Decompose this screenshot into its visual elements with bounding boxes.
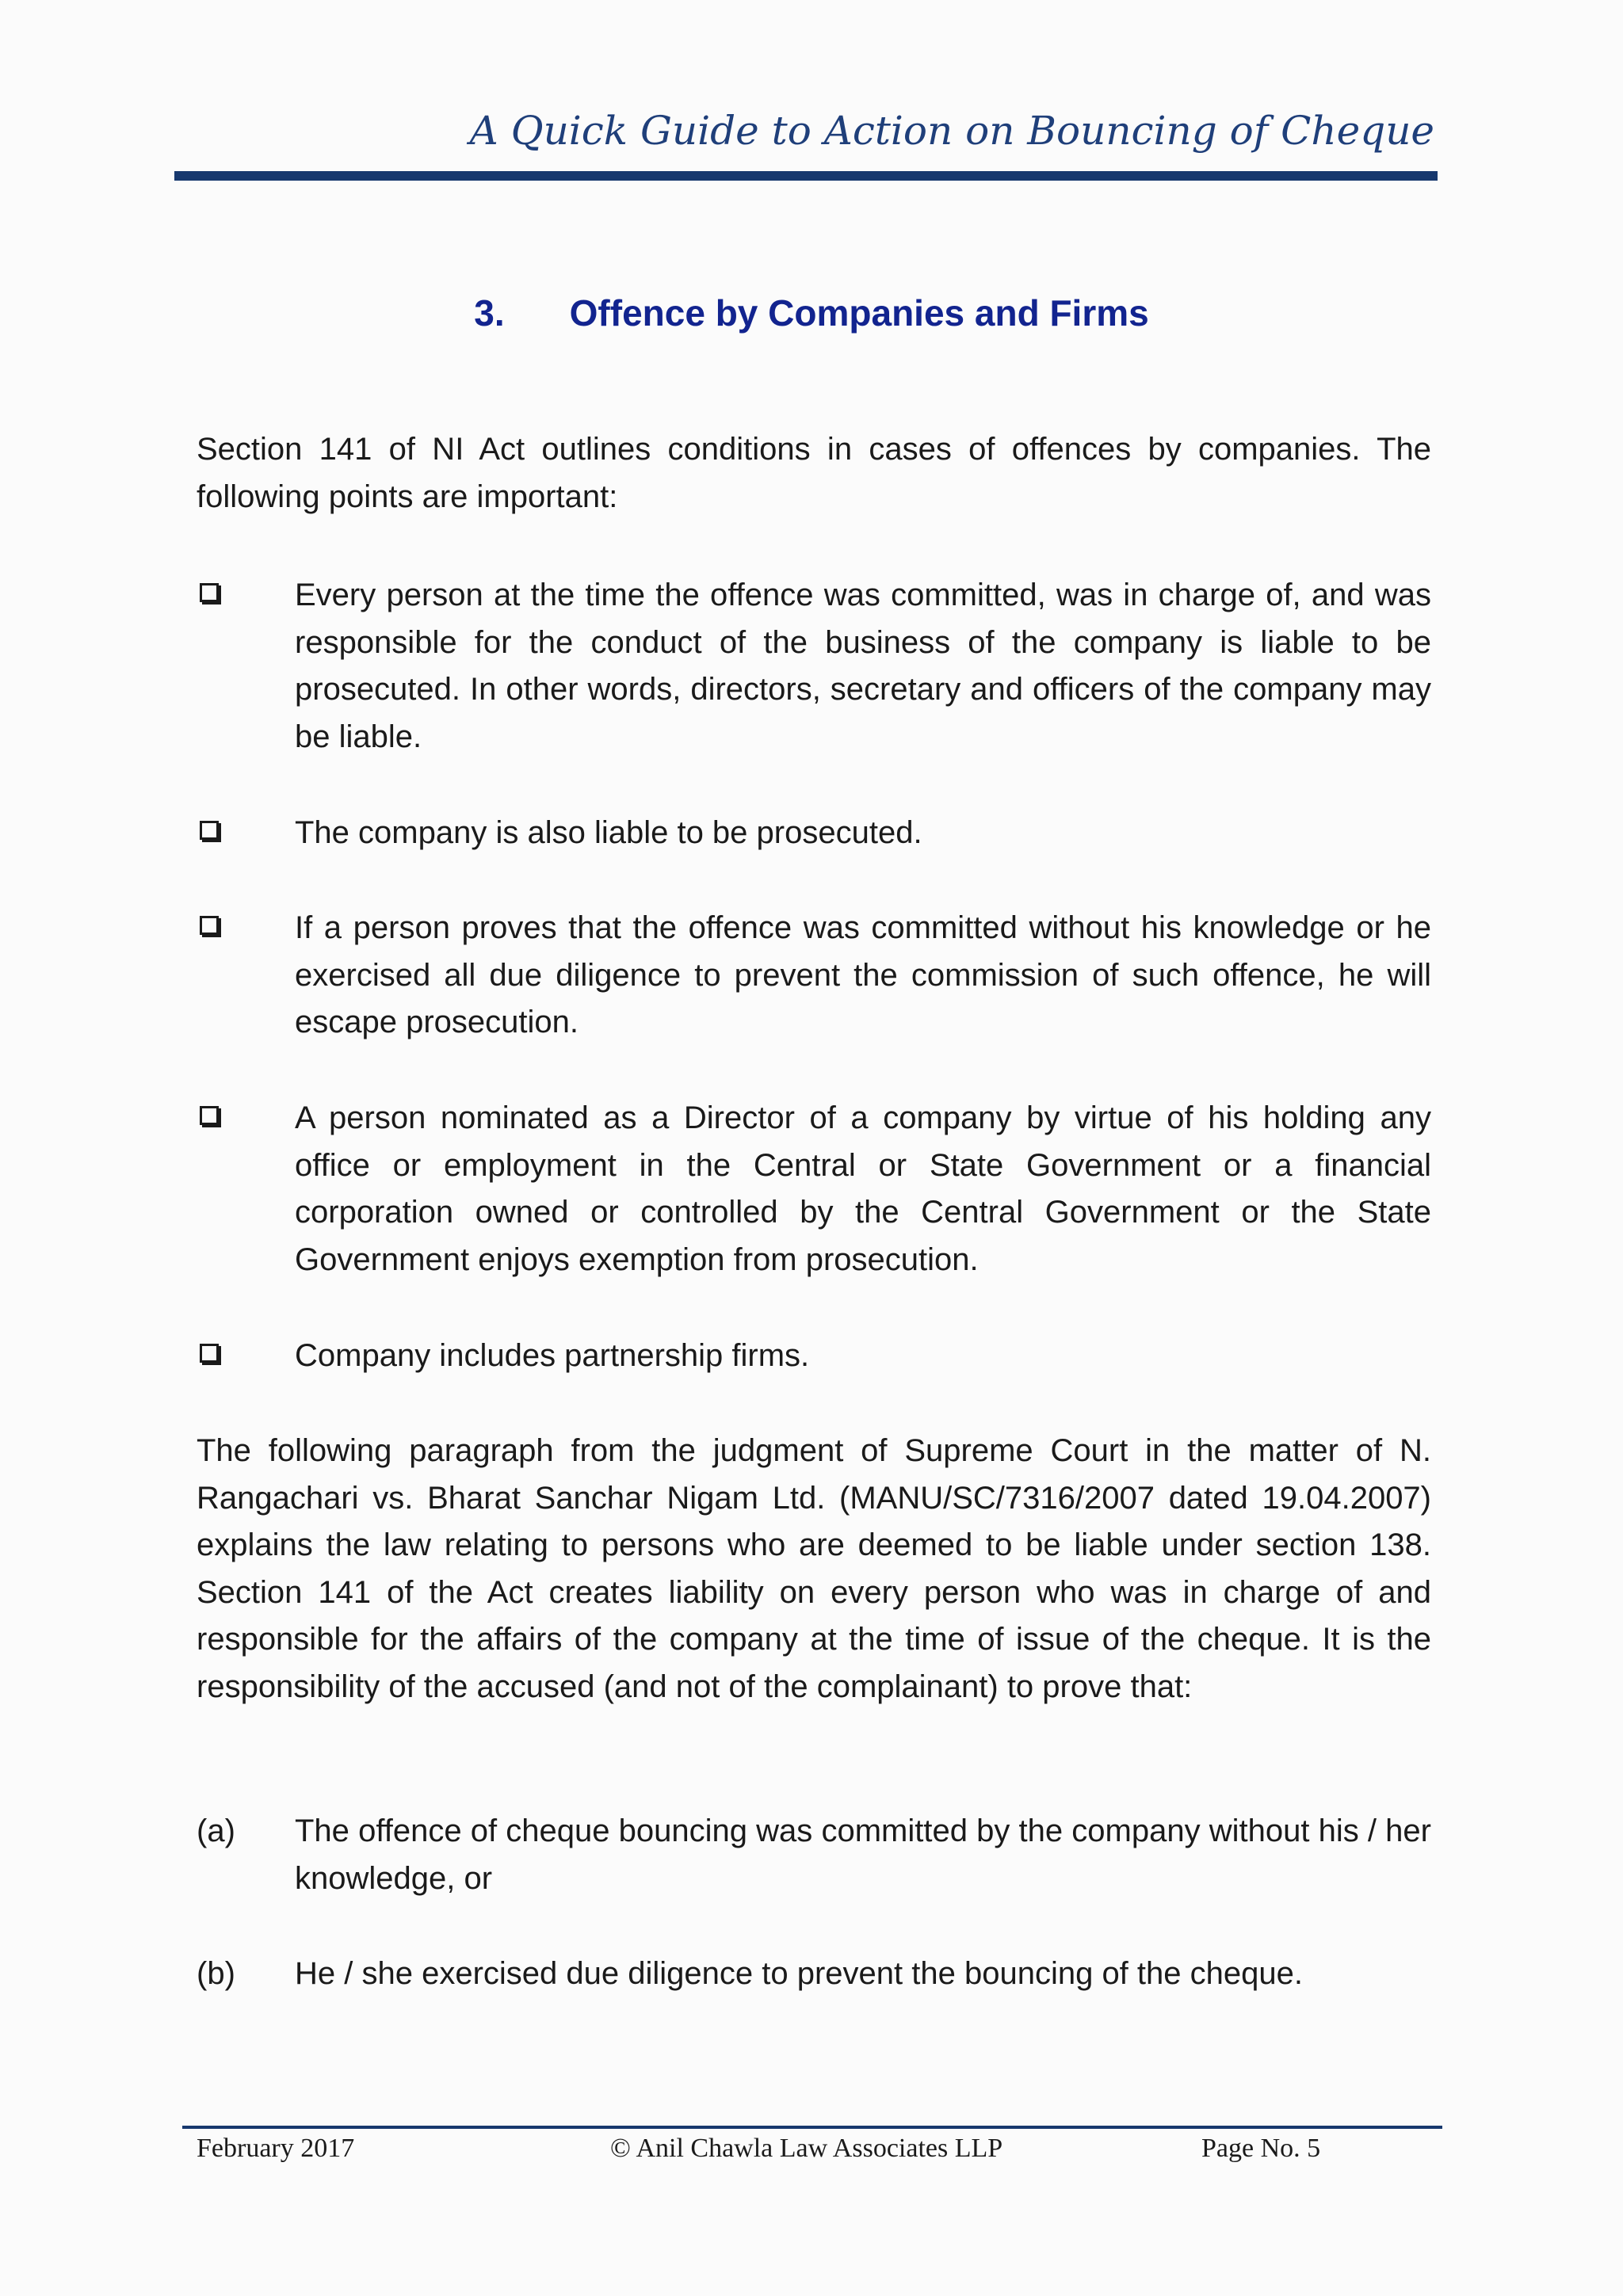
section-number: 3. <box>474 292 505 334</box>
checkbox-bullet-icon <box>200 583 219 602</box>
header-rule <box>174 171 1438 181</box>
checkbox-bullet-icon <box>200 1344 219 1363</box>
item-label: (b) <box>197 1956 235 1991</box>
intro-paragraph: Section 141 of NI Act outlines conditions in cases of offences by companies. The following points are important: <box>197 432 1431 514</box>
list-item-text: The company is also liable to be prosecuted. <box>295 815 922 850</box>
judgment-paragraph: The following paragraph from the judgment of Supreme Court in the matter of N. Rangachari vs. Bharat Sanchar Nigam Ltd. (MANU/SC/7316/2007 dated 19.04.2007) explains the law relating to persons who are deemed to be liable under section 138. Section 141 of the Act creates liability on every person who was in charge of and responsible for the affairs of the company at the time of issue of the cheque. It is the responsibility of the accused (and not of the complainant) to prove that: <box>197 1433 1431 1704</box>
footer-copyright: © Anil Chawla Law Associates LLP <box>610 2134 1003 2163</box>
item-label: (a) <box>197 1814 235 1848</box>
list-item-text: Company includes partnership firms. <box>295 1338 810 1373</box>
list-item-text: A person nominated as a Director of a company by virtue of his holding any office or employment in the Central or State Government or a financial corporation owned or controlled by the Central Government or the State Government enjoys exemption from prosecution. <box>295 1100 1431 1277</box>
section-title: Offence by Companies and Firms <box>569 292 1149 334</box>
footer-rule <box>182 2126 1442 2129</box>
item-text: The offence of cheque bouncing was committed by the company without his / her knowledge, or <box>295 1814 1431 1896</box>
checkbox-bullet-icon <box>200 916 219 935</box>
list-item-text: If a person proves that the offence was committed without his knowledge or he exercised all due diligence to prevent the commission of such offence, he will escape prosecution. <box>295 910 1431 1039</box>
list-item-text: Every person at the time the offence was committed, was in charge of, and was responsible for the conduct of the business of the company is liable to be prosecuted. In other words, directors, secretary and officers of the company may be liable. <box>295 578 1431 754</box>
running-header-title: A Quick Guide to Action on Bouncing of Cheque <box>469 108 1434 154</box>
checkbox-bullet-icon <box>200 821 219 840</box>
footer-page-number: Page No. 5 <box>1201 2134 1321 2163</box>
footer-date: February 2017 <box>197 2134 355 2163</box>
item-text: He / she exercised due diligence to prevent the bouncing of the cheque. <box>295 1956 1303 1991</box>
checkbox-bullet-icon <box>200 1106 219 1125</box>
section-heading <box>0 292 1623 334</box>
